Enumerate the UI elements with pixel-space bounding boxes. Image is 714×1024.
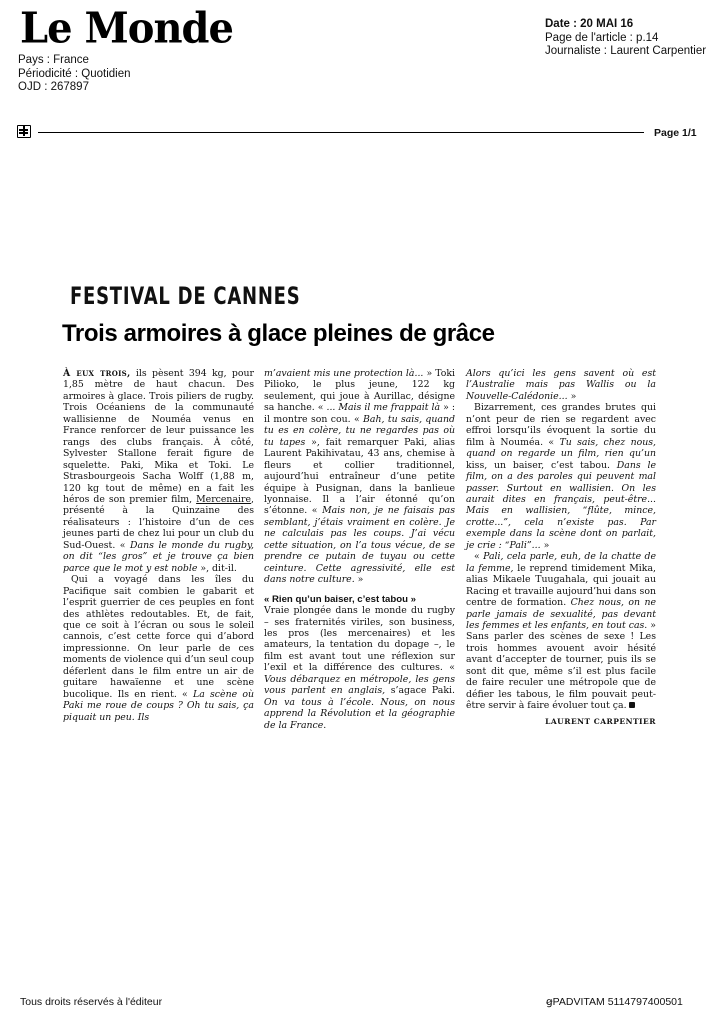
book-icon <box>17 125 31 138</box>
page-counter: Page 1/1 <box>654 127 697 139</box>
ojd-line: OJD : 267897 <box>18 81 89 93</box>
paragraph <box>264 368 455 586</box>
country-line: Pays : France <box>18 54 89 66</box>
quote: Dans le film, on a des paroles qui peuvent mal passer. Surtout en wallisien. On les aurait dites en français, peut-être... Mais en wallisien, “flûte, mince, crotte...”, cela n’existe pas. Par exemple dans la scène dont on parlait, je crie : “Pali”... <box>466 459 656 551</box>
article-metadata <box>545 18 706 59</box>
journalist-line: Journaliste : Laurent Carpentier <box>545 45 707 57</box>
text-run: ils pèsent 394 kg, pour 1,85 mètre de haut chacun. Des armoires à glace. Trois piliers de rugby. Trois Océaniens de la communauté wallisienne de Nouméa venus en France renforcer de leur puissance les rangs des clubs français. À côté, Sylvester Stallone ferait figure de squelette. Paki, Mika et Toki. Le Strasbourgeois Sacha Wolff (1,88 m, 120 kg tout de même) en a fait les héros de son premier film, <box>63 368 254 505</box>
quote: ... Mais il me frappait là <box>326 402 441 414</box>
text-run: , présenté à la Quinzaine des réalisateurs : l’histoire d’un de ces jeunes parti de chez lui pour un club du Sud-Ouest. « <box>63 493 254 551</box>
quote: Tu sais, chez nous, quand on regarde un film, rien qu’un <box>466 436 656 460</box>
text-run: Vraie plongée dans le monde du rugby – ses fraternités viriles, son business, les pros (les mercenaires) et les amateurs, la tentation du dopage –, le film est avant tout une réflexion sur l’exil et la différence des cultures. « <box>264 605 455 674</box>
paragraph <box>466 402 656 551</box>
article-page-line: Page de l'article : p.14 <box>545 31 659 44</box>
text-run: Bizarrement, ces grandes brutes qui n’ont peur de rien se regardent avec effroi lorsqu’ils évoquent la sortie du film à Nouméa. « <box>466 402 656 448</box>
quote: Pali, cela parle, euh, de la chatte de la femme, <box>466 551 657 574</box>
article-column-1 <box>63 368 254 723</box>
quote: Alors qu’ici les gens savent où est l’Australie mais pas Wallis ou la Nouvelle-Calédonie... <box>466 368 656 402</box>
date-line: Date : 20 MAI 16 <box>545 18 634 30</box>
article-column-2 <box>264 368 455 731</box>
paragraph <box>466 551 656 711</box>
paragraph <box>63 574 254 723</box>
quote: On va tous à l’école. Nous, on nous apprend la Révolution et la géographie de la France. <box>264 696 455 731</box>
article-column-3 <box>466 368 656 727</box>
text-run: », fait remarquer Paki, alias Laurent Pakihivatau, 43 ans, chemise à fleurs et collier traditionnel, aujourd’hui entraîneur d’une petite équipe à Pusignan, dans la banlieue lyonnaise. Il a l’air étonné qu’on s’étonne. « <box>264 436 456 517</box>
quote: Chez nous, on ne parle jamais de sexualité, pas devant les femmes et les enfants, en tout cas. <box>466 597 656 631</box>
paragraph <box>264 605 455 731</box>
rights-notice: Tous droits réservés à l'éditeur <box>20 996 163 1008</box>
quote: La scène où Paki me roue de coups ? Oh tu sais, ça piquait un peu. Ils <box>63 688 254 723</box>
text-run: » <box>354 574 364 586</box>
byline: LAURENT CARPENTIER <box>545 716 656 726</box>
end-mark <box>629 702 635 708</box>
quote: Bah, tu sais, quand tu es en colère, tu ne regardes pas où tu tapes <box>264 413 455 448</box>
paragraph <box>63 368 254 574</box>
text-run: Qui a voyagé dans les îles du Pacifique sait combien le gabarit et l’esprit guerrier de ces peuples en font des athlètes redoutables. Et, de fait, que ce soit à l’écran ou sous le soleil cannois, c’est cette force qui d’abord impressionne. On leur parle de ces moments de violence qui d’un seul coup déferlent dans le film entre un air de guitare hawaïenne et une scène bucolique. Ils en rient. « <box>63 574 254 700</box>
quote: Vous débarquez en métropole, les gens vous parlent en anglais, <box>264 673 455 697</box>
document-code: ꞡPADVITAM 5114797400501 <box>546 996 683 1008</box>
press-metadata <box>18 54 131 95</box>
text-run: le reprend timidement Mika, alias Mikaele Tuugahala, qui jouait au Racing et travaille aujourd’hui dans son centre de formation. <box>466 562 656 609</box>
text-run: s’agace Paki. <box>385 685 455 697</box>
paragraph <box>466 368 656 402</box>
lead-in: À eux trois, <box>63 368 131 379</box>
article-title: Trois armoires à glace pleines de grâce <box>62 320 495 347</box>
section-rubric: FESTIVAL DE CANNES <box>70 282 301 310</box>
text-run: kiss, un baiser, c’est tabou. <box>466 459 617 471</box>
text-run: » <box>567 390 577 402</box>
text-run: » Toki Pilioko, le plus jeune, 122 kg seulement, qui joue à Aurillac, désigne sa hanche. « <box>264 368 455 414</box>
text-run: » : il montre son cou. « <box>264 402 455 425</box>
text-run: », dit-il. <box>197 562 237 574</box>
subheading: « Rien qu’un baiser, c’est tabou » <box>264 593 416 605</box>
quote: m’avaient mis une protection là... <box>264 368 424 379</box>
header-divider <box>38 132 644 133</box>
quote: Mais non, je ne faisais pas semblant, j’étais vraiment en colère. Je ne calculais pas les coups. J’ai vécu cette situation, on l’a tous vécue, de se prendre ce putain de tuyau ou cette ceinture. Cette agressivité, elle est dans notre culture. <box>264 505 455 586</box>
text-run: » Sans parler des scènes de sexe ! Les trois hommes avouent avoir hésité avant d’accepter de tourner, puis ils se sont dit que, même s’il est plus facile de faire reculer une métropole que de défier les tabous, le film pouvait peut-être servir à faire évoluer tout ça. <box>466 619 657 712</box>
film-title: Mercenaire <box>196 493 252 505</box>
text-run: » <box>540 539 550 551</box>
quote: Dans le monde du rugby, on dit “les gros” et je trouve ça bien parce que le mot y est noble <box>63 539 254 574</box>
periodicity-line: Périodicité : Quotidien <box>18 67 131 80</box>
newspaper-logo: Le Monde <box>20 3 233 54</box>
text-run: « <box>474 551 484 563</box>
